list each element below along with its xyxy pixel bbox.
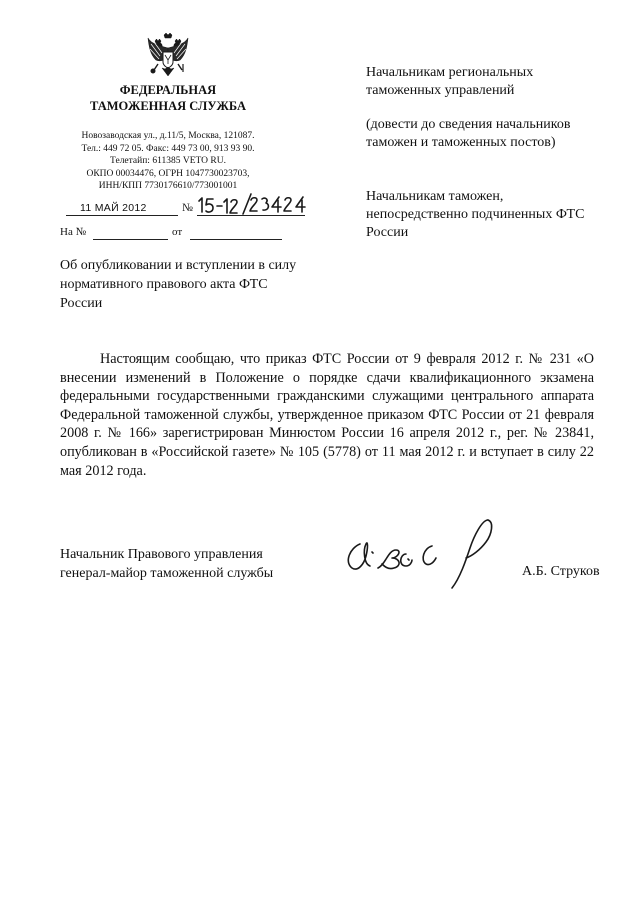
org-name-line-2: ТАМОЖЕННАЯ СЛУЖБА	[90, 99, 246, 113]
reply-number-label: На №	[60, 226, 87, 238]
recipient-customs-heads: Начальникам таможен, непосредственно подчиненных ФТС России	[366, 189, 585, 240]
recipients-block	[366, 64, 596, 242]
signer-position-line-1: Начальник Правового управления	[60, 547, 263, 562]
organization-details	[60, 130, 276, 193]
organization-name	[64, 82, 272, 114]
org-name-line-1: ФЕДЕРАЛЬНАЯ	[119, 83, 217, 97]
handwritten-registration-number	[193, 191, 315, 221]
signer-position	[60, 545, 320, 583]
reply-date-label: от	[172, 226, 183, 238]
reply-date-blank	[190, 239, 282, 240]
org-phones: Тел.: 449 72 05. Факс: 449 73 00, 913 93 90.	[81, 143, 255, 154]
org-inn-kpp: ИНН/КПП 7730176610/773001001	[98, 181, 238, 191]
reply-number-blank	[93, 239, 168, 240]
registration-row	[60, 200, 310, 222]
reply-reference-row	[60, 226, 290, 244]
recipient-note: (довести до сведения начальников таможен и таможенных постов)	[366, 117, 571, 150]
registration-number-label: №	[182, 202, 193, 214]
registration-date-stamp: 11 МАЙ 2012	[80, 202, 147, 214]
date-underline	[66, 215, 178, 216]
org-okpo-ogrn: ОКПО 00034476, ОГРН 1047730023703,	[86, 168, 250, 179]
org-address: Новозаводская ул., д.11/5, Москва, 121087.	[81, 131, 255, 141]
org-teletype: Телетайп: 611385 VETO RU.	[110, 156, 226, 166]
letter-subject: Об опубликовании и вступлении в силу нормативного правового акта ФТС России	[60, 258, 297, 311]
handwritten-signature-icon	[338, 514, 528, 598]
double-headed-eagle-icon	[146, 32, 190, 80]
signer-name: А.Б. Струков	[522, 564, 600, 579]
recipient-regional-heads: Начальникам региональных таможенных управлений	[366, 65, 534, 98]
letter-body: Настоящим сообщаю, что приказ ФТС России от 9 февраля 2012 г. № 231 «О внесении изменений в Положение о порядке сдачи квалификационного экзамена федеральными государственными гражданскими служащими центрального аппарата Федеральной таможенной службы, утвержденное приказом ФТС России от 21 февраля 2008 г. № 166» зарегистрирован Минюстом России 16 апреля 2012 г., рег. № 23841, опубликован в «Российской газете» № 105 (5778) от 11 мая 2012 г. и вступает в силу 22 мая 2012 года.	[60, 351, 594, 479]
signer-position-line-2: генерал-майор таможенной службы	[60, 566, 274, 581]
